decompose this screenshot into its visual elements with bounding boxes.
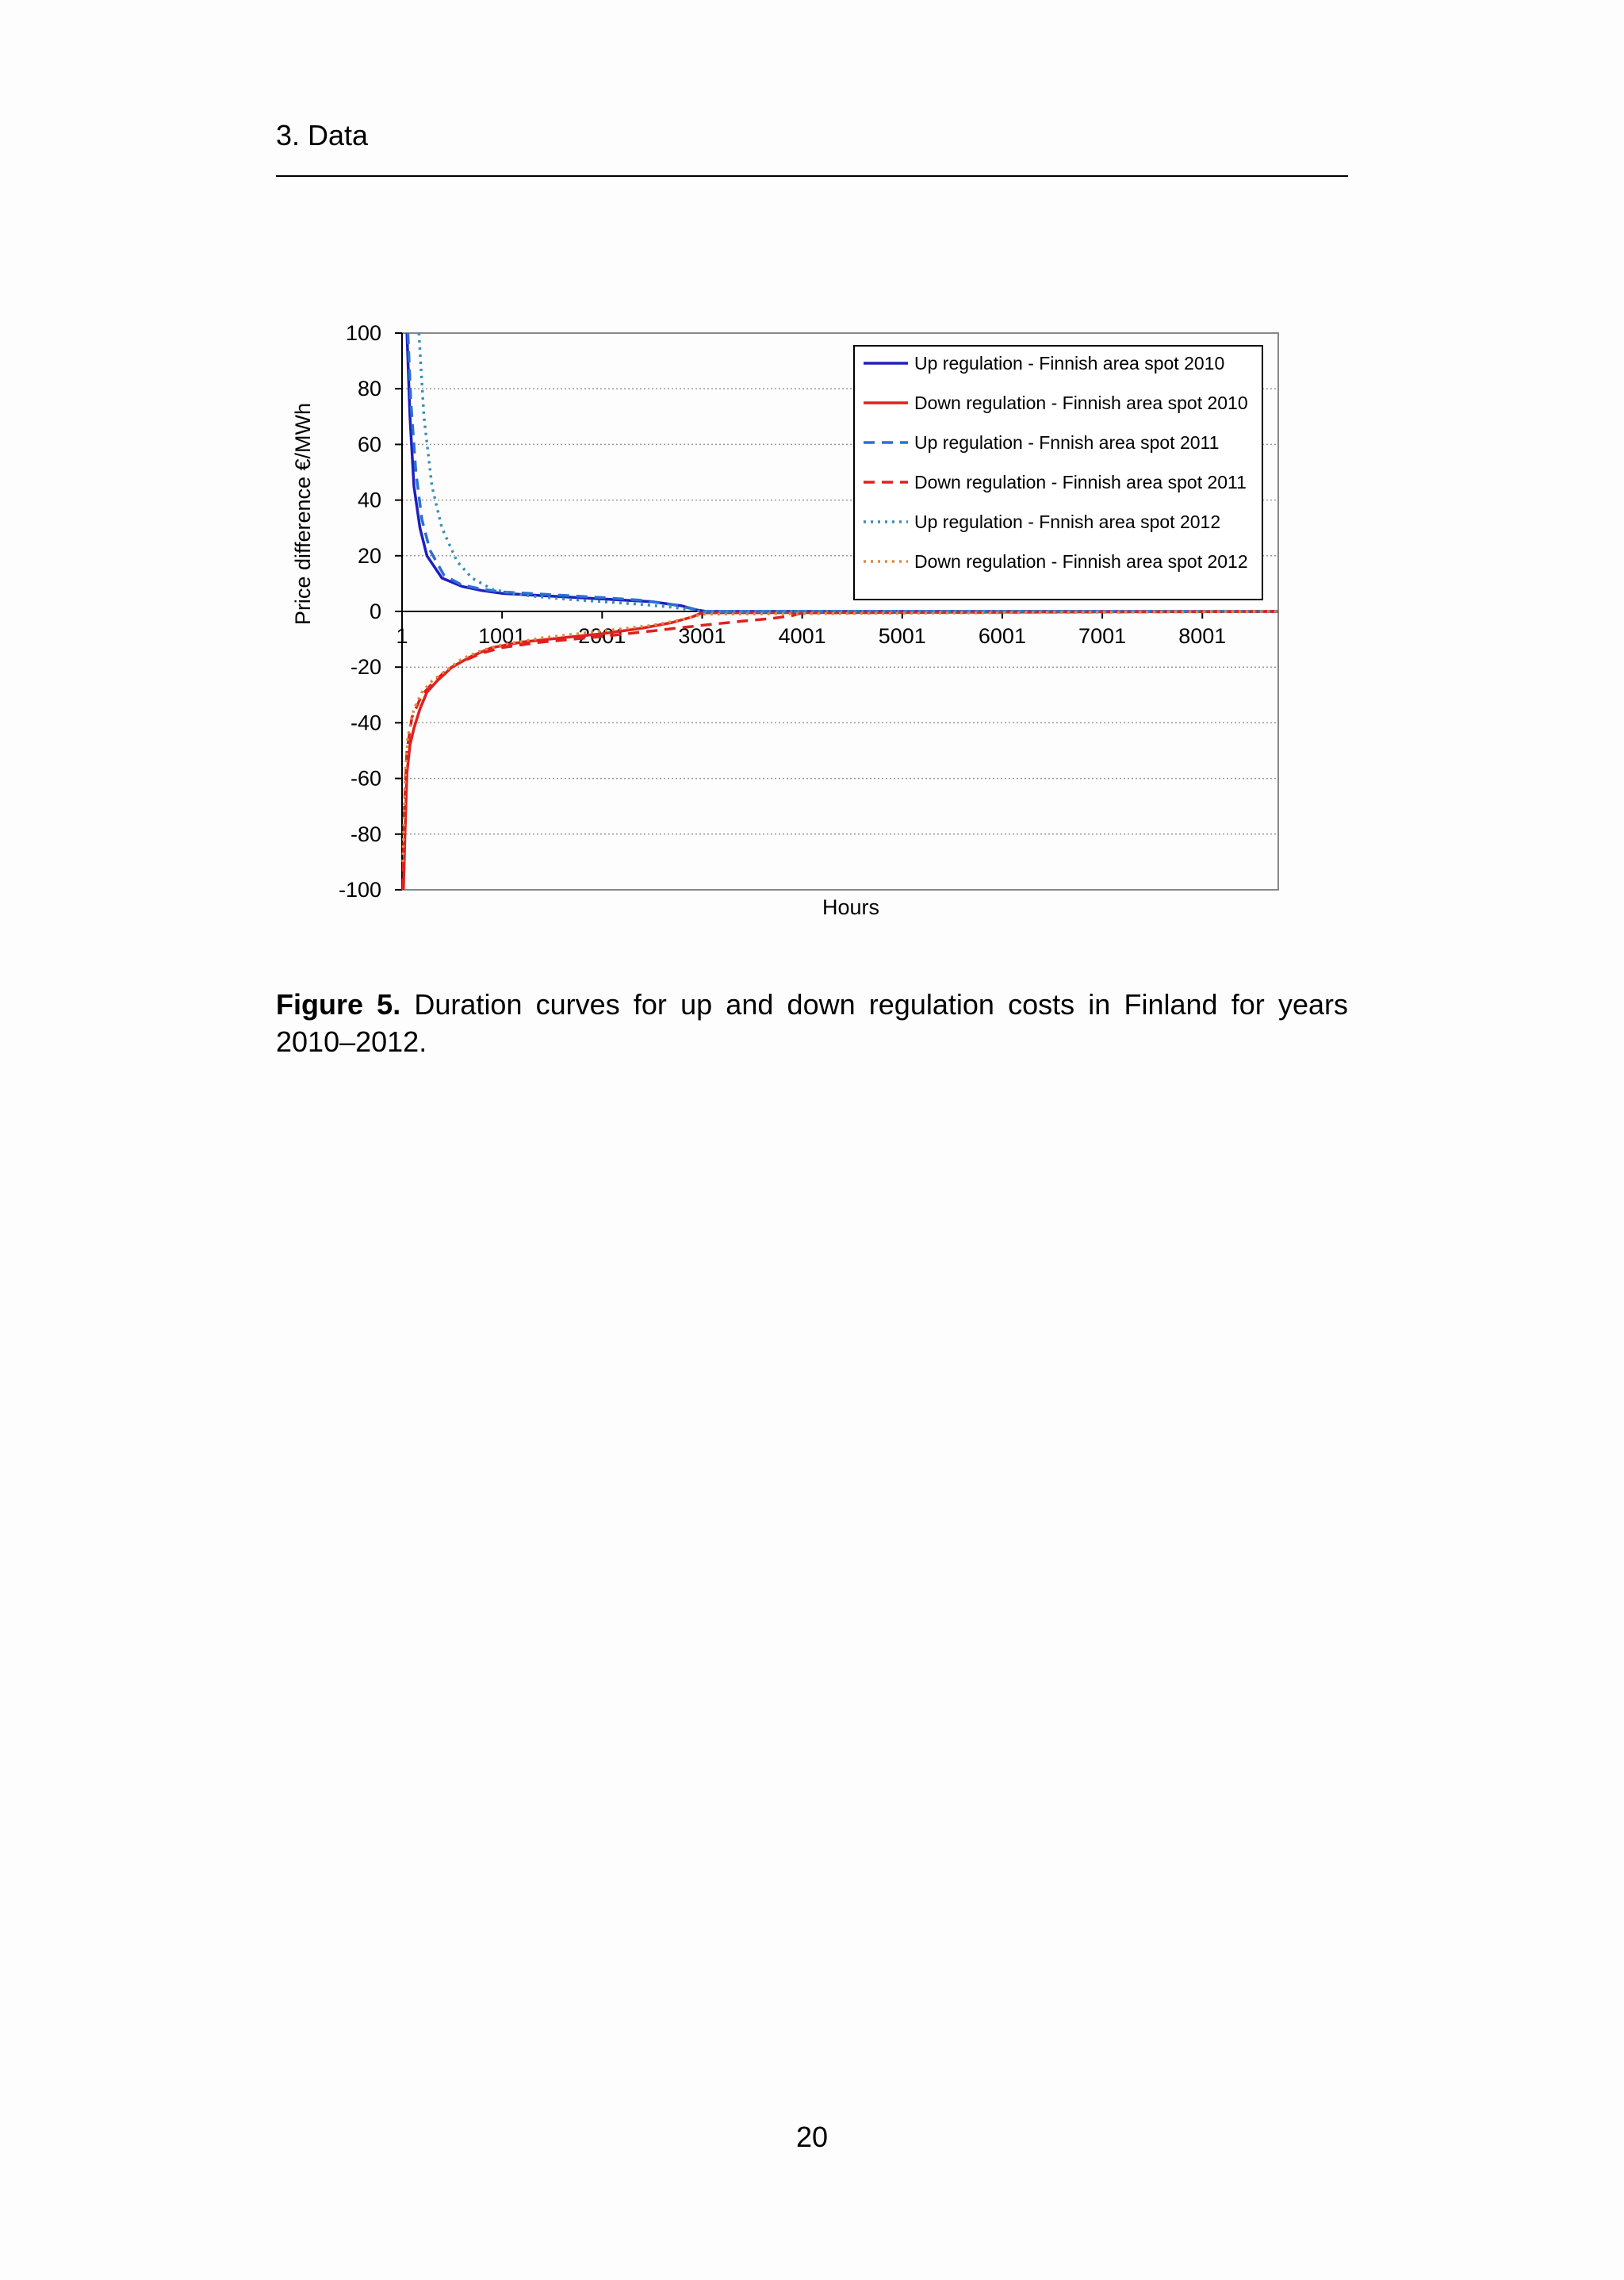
- y-axis-title: Price difference €/MWh: [291, 402, 315, 626]
- figure-caption-text: Duration curves for up and down regulation costs in Finland for years 2010–2012.: [276, 988, 1348, 1058]
- y-tick-label-10: -100: [338, 878, 381, 902]
- x-tick-label-6: 6001: [978, 624, 1026, 648]
- y-tick-label-5: 0: [369, 600, 381, 623]
- y-tick-label-0: 100: [345, 321, 381, 345]
- legend-label-2: Up regulation - Fnnish area spot 2011: [914, 432, 1220, 453]
- series-line-5: [403, 611, 1278, 862]
- x-tick-label-7: 7001: [1078, 624, 1127, 648]
- x-tick-label-5: 5001: [878, 624, 926, 648]
- x-tick-label-0: 1: [396, 624, 408, 648]
- legend-label-4: Up regulation - Fnnish area spot 2012: [914, 512, 1221, 532]
- legend-label-0: Up regulation - Finnish area spot 2010: [914, 353, 1225, 374]
- series-line-1: [404, 611, 1278, 890]
- figure-label: Figure 5.: [276, 988, 401, 1021]
- x-tick-label-3: 3001: [678, 624, 726, 648]
- y-tick-label-3: 40: [357, 488, 381, 512]
- y-tick-label-9: -80: [350, 822, 381, 846]
- figure-caption: [276, 986, 1348, 1060]
- legend: [854, 346, 1262, 600]
- x-tick-label-8: 8001: [1178, 624, 1227, 648]
- x-axis-title: Hours: [822, 895, 880, 919]
- y-tick-label-8: -60: [350, 766, 381, 791]
- series-line-3: [403, 611, 1278, 890]
- y-tick-label-2: 60: [357, 432, 381, 457]
- y-tick-label-6: -20: [350, 655, 381, 680]
- y-tick-label-1: 80: [357, 377, 381, 401]
- legend-label-3: Down regulation - Finnish area spot 2011: [914, 472, 1247, 492]
- x-tick-label-1: 1001: [478, 624, 527, 648]
- x-tick-label-2: 2001: [578, 624, 626, 648]
- y-tick-label-4: 20: [357, 543, 381, 568]
- y-tick-label-7: -40: [350, 711, 381, 735]
- page-number: 20: [795, 2121, 829, 2153]
- x-tick-label-4: 4001: [778, 624, 826, 648]
- legend-label-5: Down regulation - Finnish area spot 2012: [914, 551, 1248, 572]
- duration-curve-chart: [0, 0, 1624, 952]
- legend-label-1: Down regulation - Finnish area spot 2010: [914, 393, 1248, 413]
- page-header: 3. Data: [276, 119, 369, 151]
